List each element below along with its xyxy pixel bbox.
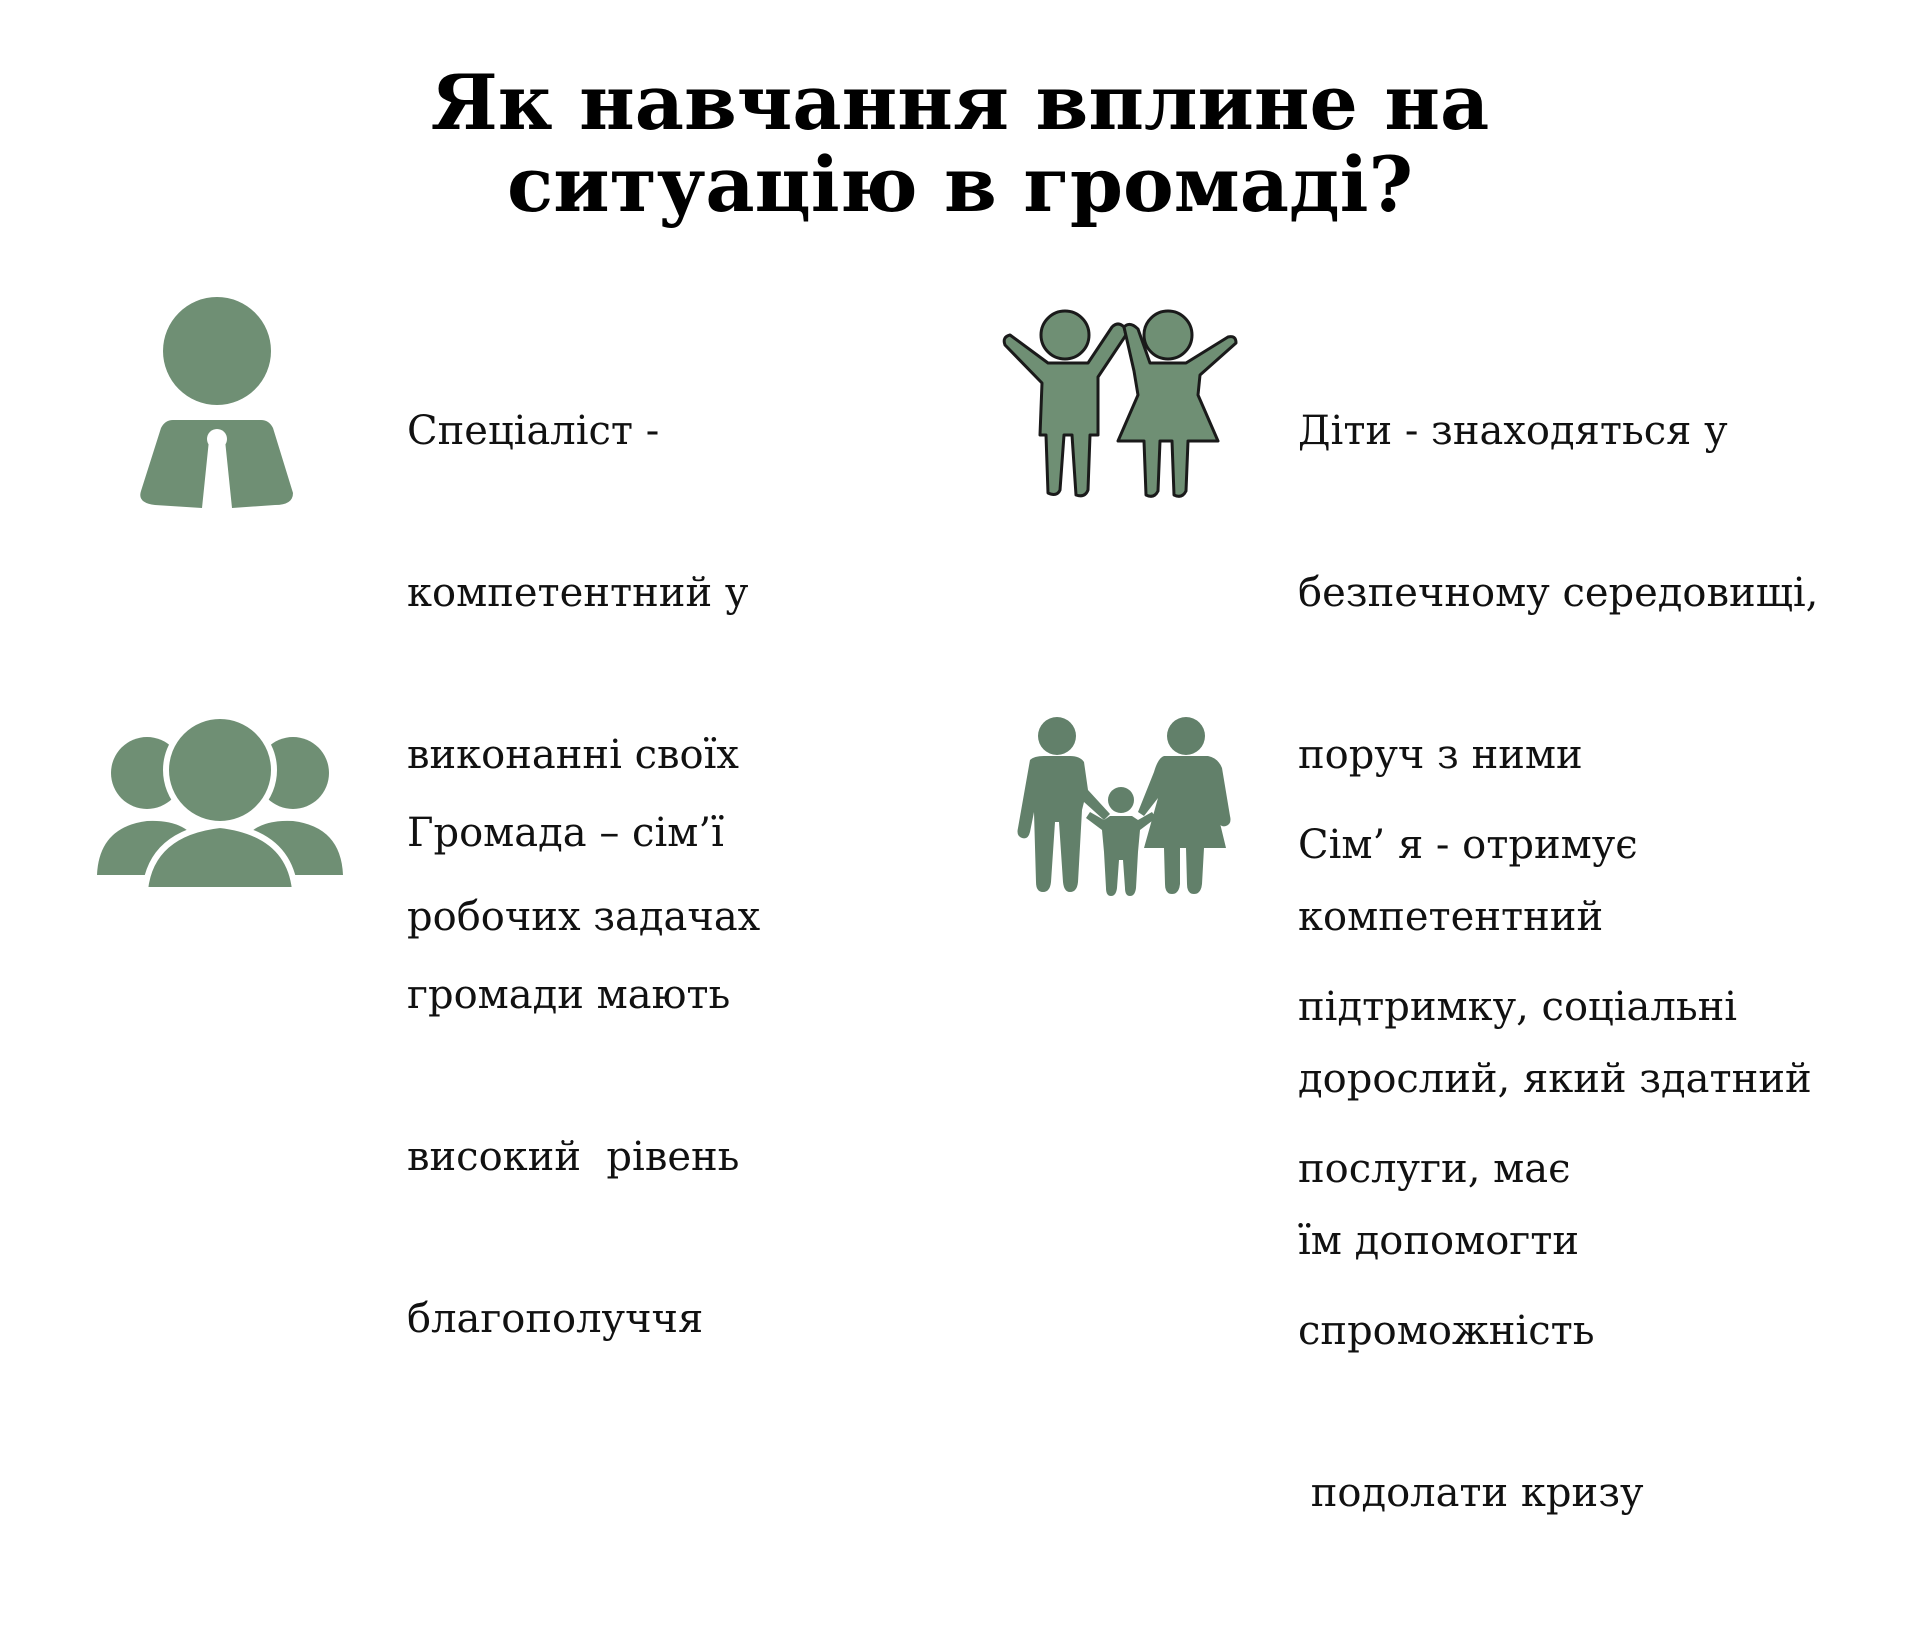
text-line: спроможність (1298, 1308, 1595, 1354)
text-line: безпечному середовищі, (1298, 570, 1819, 616)
text-line: благополуччя (407, 1296, 704, 1342)
text-line: поруч з ними (1298, 732, 1583, 778)
text-line: дорослий, який здатний (1298, 1056, 1812, 1102)
text-line: компетентний у (407, 570, 749, 616)
text-line: Спеціаліст - (407, 408, 660, 454)
text-line: робочих задачах (407, 894, 761, 940)
text-line: Сім’ я - отримує (1298, 822, 1638, 868)
text-line: Діти - знаходяться у (1298, 408, 1728, 454)
group-icon (95, 715, 345, 895)
title-line-1: Як навчання вплине на (430, 58, 1490, 147)
person-icon (135, 295, 295, 510)
text-line: громади мають (407, 972, 731, 1018)
text-line: послуги, має (1298, 1146, 1571, 1192)
text-line: їм допомогти (1298, 1218, 1580, 1264)
family-text (1298, 710, 1737, 1628)
title-line-2: ситуацію в громаді? (506, 140, 1414, 229)
children-icon (1000, 305, 1240, 505)
text-line: виконанні своїх (407, 732, 739, 778)
text-line: підтримку, соціальні (1298, 984, 1738, 1030)
text-line: Громада – сім’ї (407, 810, 724, 856)
text-line: компетентний (1298, 894, 1604, 940)
text-line: подолати кризу (1298, 1470, 1644, 1516)
slide-title (0, 58, 1920, 229)
text-line: високий рівень (407, 1134, 740, 1180)
community-text (407, 698, 739, 1454)
family-icon (1000, 712, 1250, 902)
